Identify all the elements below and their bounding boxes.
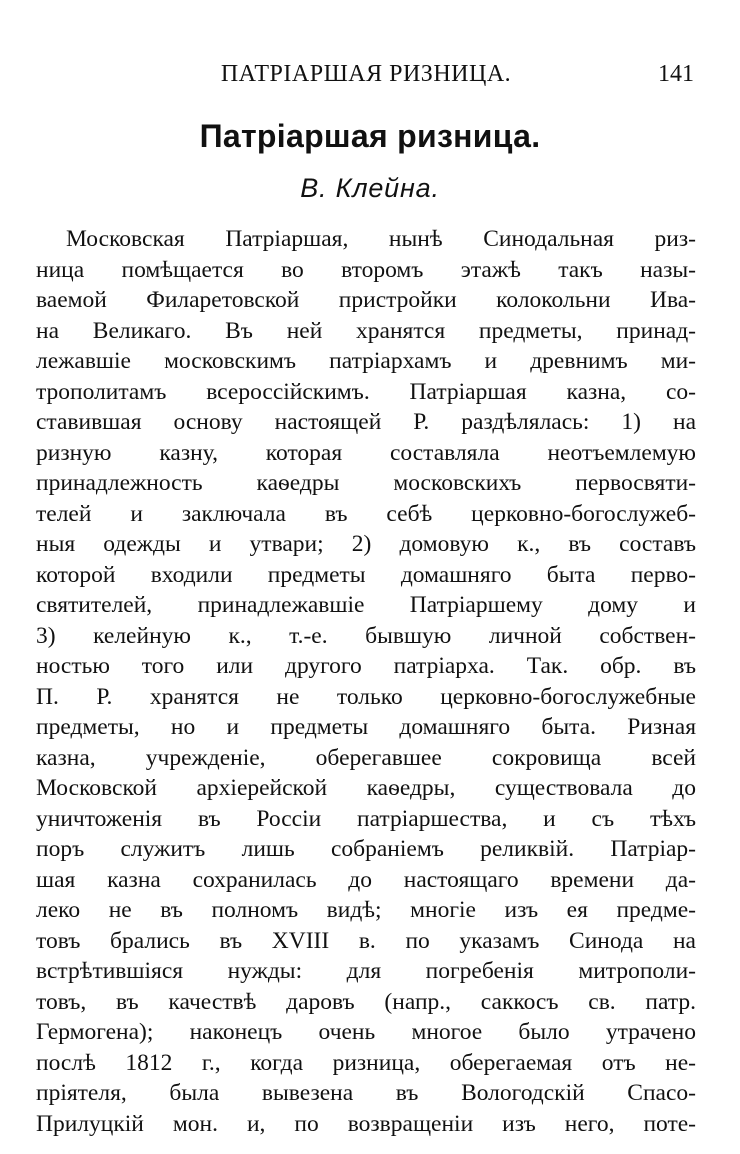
text-line: ваемой Филаретовской пристройки колокольни Ива-: [36, 287, 696, 313]
text-line: послѣ 1812 г., когда ризница, оберегаемая отъ не-: [36, 1049, 696, 1076]
text-line: П. Р. хранятся не только церковно-богослужебные: [36, 683, 696, 710]
text-line: товъ брались въ XVIII в. по указамъ Синода на: [36, 927, 696, 954]
text-line: ризную казну, которая составляла неотъемлемую: [36, 439, 696, 466]
text-line: предметы, но и предметы домашняго быта. Ризная: [36, 714, 696, 740]
text-line: ница помѣщается во второмъ этажѣ такъ назы-: [36, 256, 696, 283]
article-author: В. Клейна.: [300, 173, 440, 203]
text-line: на Великаго. Въ ней хранятся предметы, принад-: [36, 317, 696, 344]
text-line: встрѣтившіяся нужды: для погребенія митрополи-: [36, 958, 696, 984]
text-line: шая казна сохранилась до настоящаго времени да-: [36, 866, 696, 893]
text-line: ставившая основу настоящей Р. раздѣлялась: 1) на: [36, 409, 696, 435]
running-header: [36, 56, 696, 92]
running-title: ПАТРІАРШАЯ РИЗНИЦА.: [220, 61, 512, 87]
text-line: Гермогена); наконецъ очень многое было утрачено: [36, 1019, 696, 1045]
text-line: пріятеля, была вывезена въ Вологодскій Спасо-: [36, 1080, 696, 1106]
text-line: святителей, принадлежавшіе Патріаршему дому и: [36, 592, 696, 618]
text-line: Московской архіерейской каѳедры, существовала до: [36, 775, 696, 801]
text-line: принадлежность каѳедры московскихъ первосвяти-: [36, 470, 696, 496]
text-line: которой входили предметы домашняго быта перво-: [36, 561, 696, 588]
text-line: казна, учрежденіе, оберегавшее сокровища всей: [36, 744, 696, 771]
page-number: 141: [658, 61, 694, 87]
text-line: поръ служитъ лишь собраніемъ реликвій. Патріар-: [36, 836, 696, 862]
article-title: Патріаршая ризница.: [199, 118, 541, 154]
body-text: [36, 224, 696, 1139]
text-line: лежавшіе московскимъ патріархамъ и древнимъ ми-: [36, 348, 696, 374]
text-line: уничтоженія въ Россіи патріаршества, и съ тѣхъ: [36, 805, 696, 832]
text-line: 3) келейную к., т.-е. бывшую личной собствен-: [36, 622, 696, 649]
text-line: трополитамъ всероссійскимъ. Патріаршая казна, со-: [36, 378, 696, 405]
text-line: Московская Патріаршая, нынѣ Синодальная риз-: [66, 226, 696, 252]
text-line: ныя одежды и утвари; 2) домовую к., въ составъ: [36, 531, 696, 557]
text-line: товъ, въ качествѣ даровъ (напр., саккосъ св. патр.: [36, 988, 696, 1015]
text-line: Прилуцкій мон. и, по возвращеніи изъ него, поте-: [36, 1110, 696, 1137]
text-line: ностью того или другого патріарха. Так. обр. въ: [36, 653, 696, 679]
text-line: леко не въ полномъ видѣ; многіе изъ ея предме-: [36, 897, 696, 923]
text-line: телей и заключала въ себѣ церковно-богослужеб-: [36, 500, 696, 527]
